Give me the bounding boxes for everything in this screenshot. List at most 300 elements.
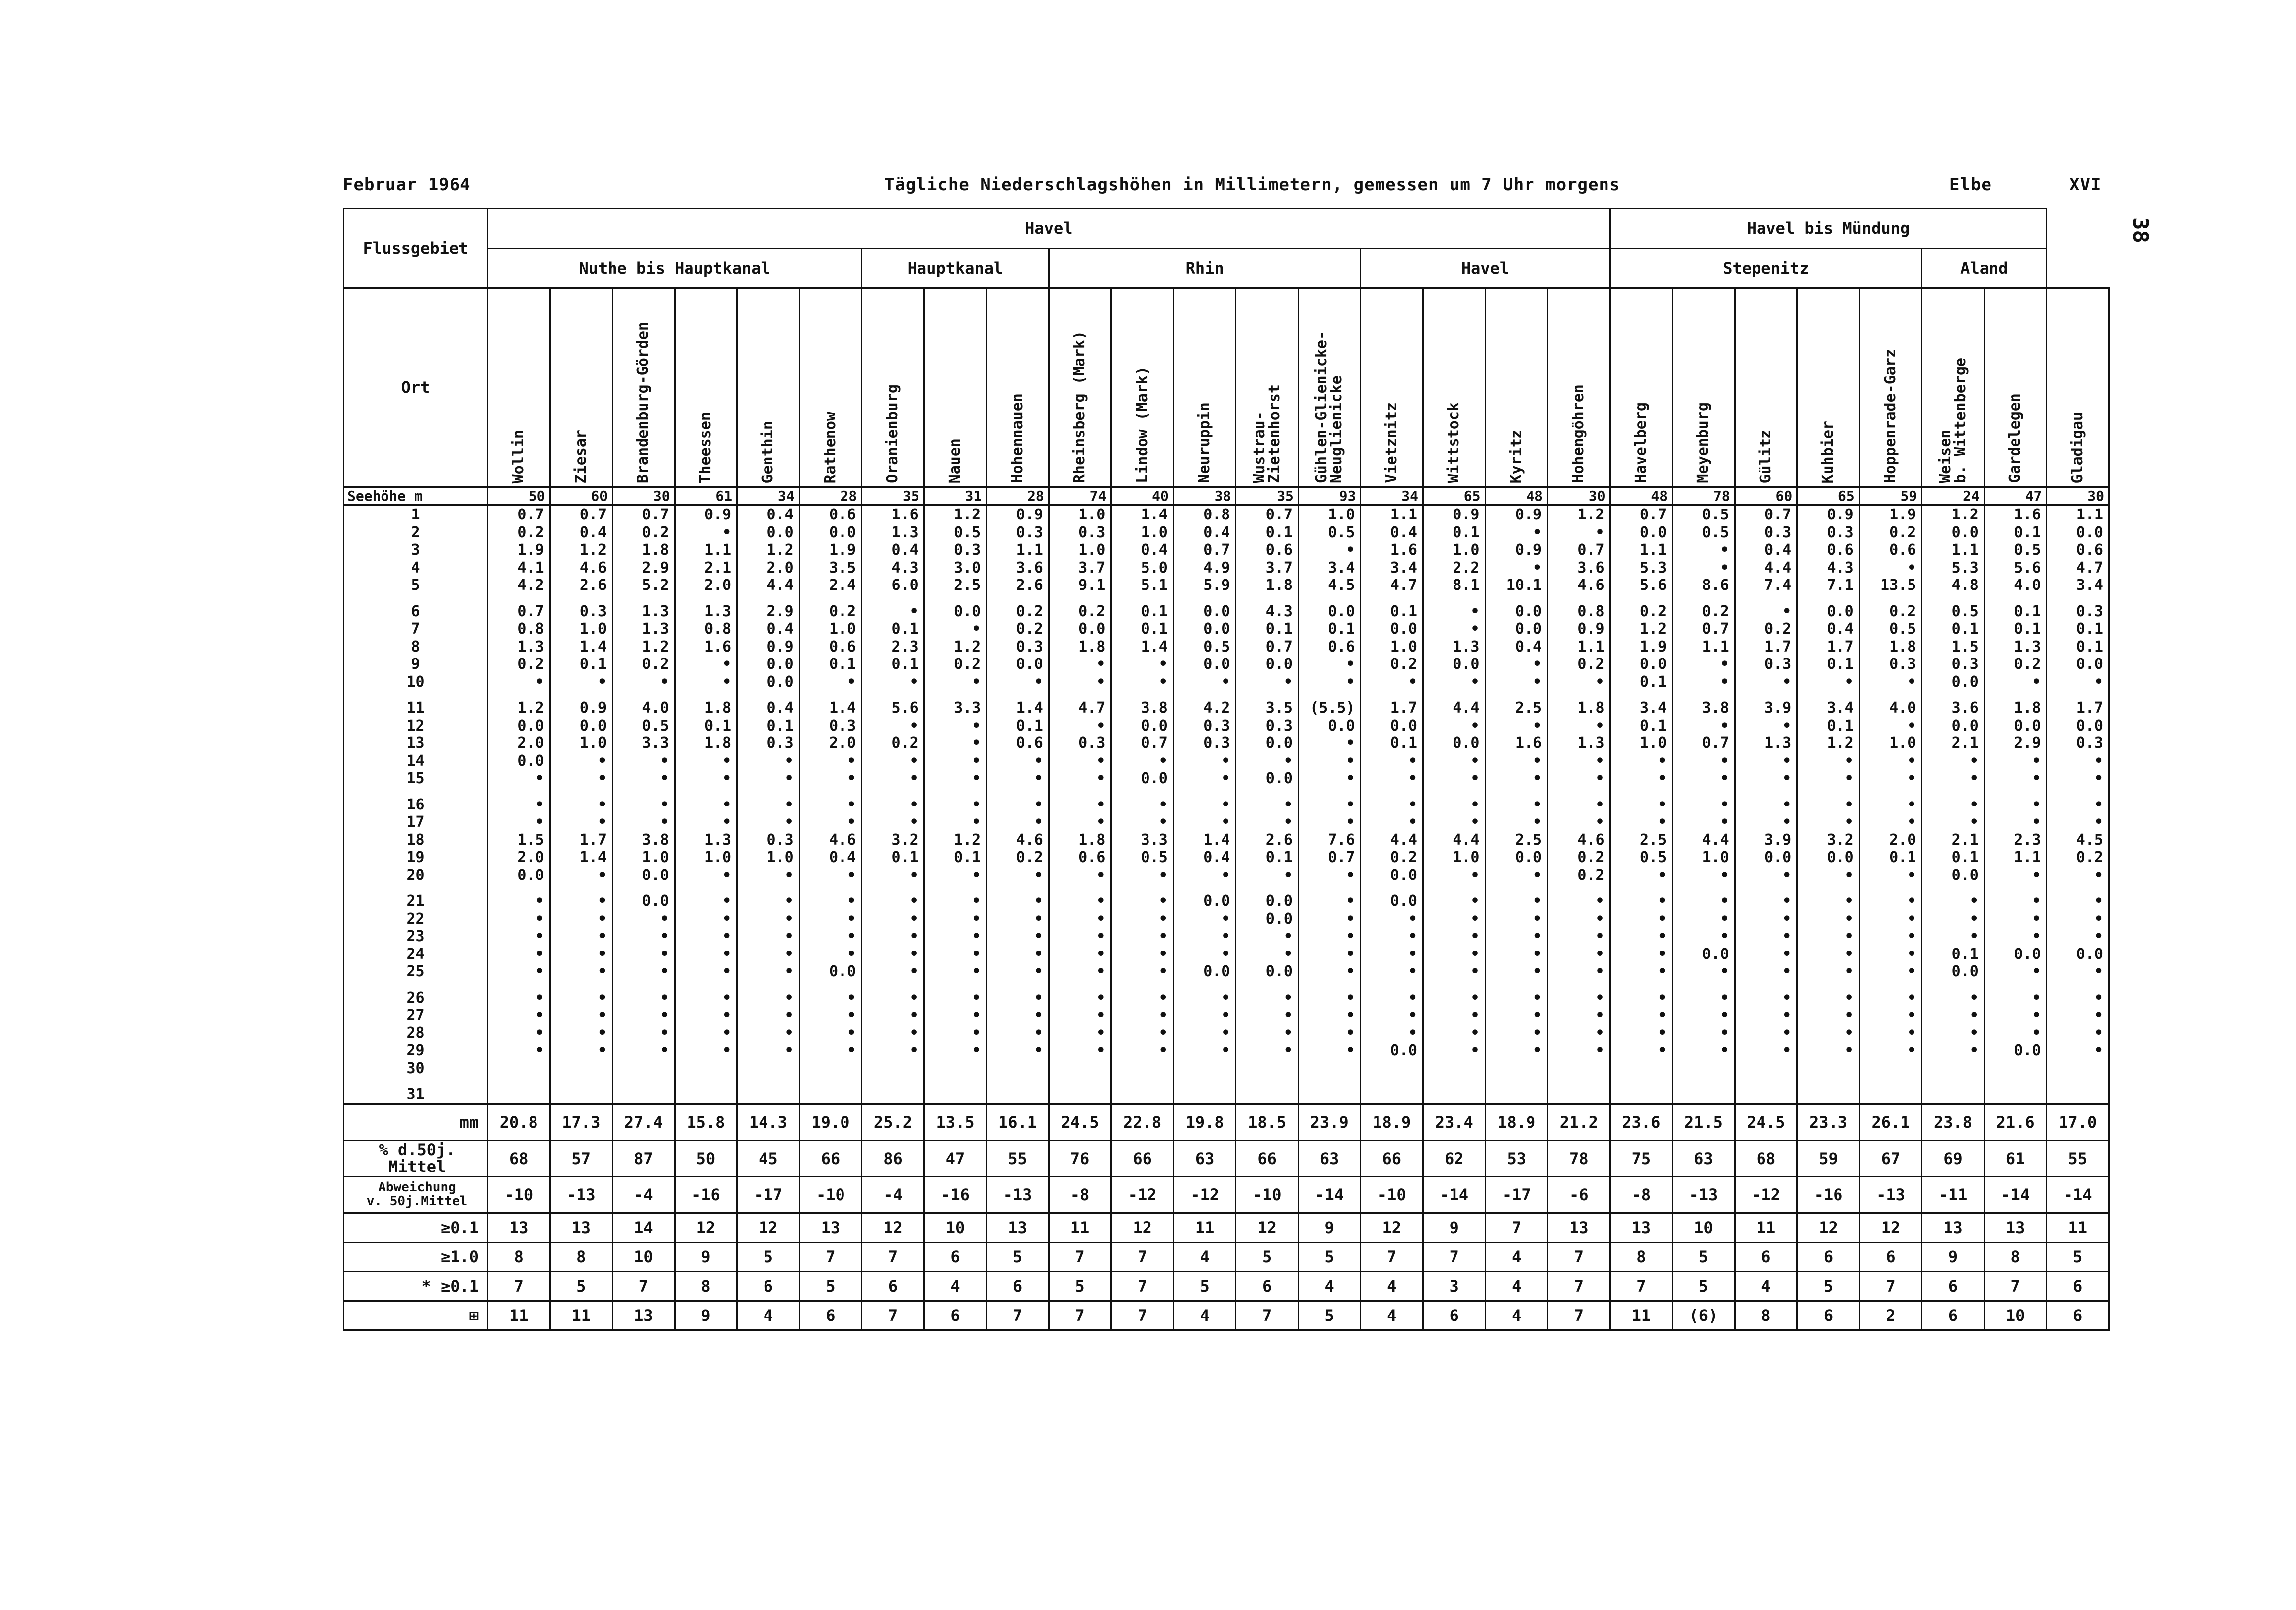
day-value: 5.1 — [1141, 577, 1168, 594]
day-value: • — [1782, 910, 1792, 928]
day-group-gap — [1736, 884, 1792, 892]
day-value: 0.0 — [1827, 849, 1854, 866]
summary-snow-value: 6 — [737, 1271, 800, 1301]
day-value: • — [909, 717, 918, 734]
day-value: 0.7 — [642, 506, 669, 523]
summary-d10-value: 6 — [924, 1242, 987, 1271]
summary-snow-value: 5 — [1797, 1271, 1860, 1301]
day-group-gap — [1736, 1077, 1792, 1086]
day-number: 18 — [406, 831, 425, 849]
day-value: • — [1658, 928, 1667, 945]
day-value: 0.0 — [829, 523, 856, 541]
day-value: • — [1907, 892, 1916, 910]
day-value: • — [1595, 717, 1605, 734]
day-value: • — [1096, 866, 1106, 884]
day-value: • — [1096, 963, 1106, 980]
day-value: • — [1346, 963, 1355, 980]
station-name: Gülitz — [1757, 429, 1774, 483]
day-value: 1.3 — [1764, 734, 1792, 752]
day-value: 1.9 — [517, 541, 544, 559]
day-value: • — [660, 770, 669, 787]
day-group-gap — [676, 981, 732, 989]
day-value — [1299, 1086, 1355, 1103]
day-value: 0.7 — [1577, 541, 1605, 559]
day-value: 4.5 — [2076, 831, 2103, 849]
day-group-gap — [1050, 691, 1106, 699]
day-value: 0.3 — [1078, 734, 1106, 752]
day-group-gap — [613, 884, 669, 892]
day-group-gap — [1050, 1077, 1106, 1086]
day-group-gap — [862, 788, 918, 796]
day-value: 0.4 — [1390, 523, 1417, 541]
summary-cover-value: 7 — [1111, 1301, 1174, 1330]
day-value — [1486, 1086, 1542, 1103]
summary-d10-value: 6 — [1735, 1242, 1797, 1271]
summary-d01-value: 9 — [1298, 1213, 1361, 1242]
day-value: • — [1595, 1024, 1605, 1042]
day-value: • — [1096, 1007, 1106, 1024]
day-group-gap — [1798, 691, 1854, 699]
day-value: • — [1720, 673, 1729, 691]
day-value: • — [2094, 989, 2103, 1007]
day-value: • — [1844, 989, 1854, 1007]
station-header — [612, 288, 675, 487]
monthly-sum-label: mm — [344, 1104, 488, 1140]
day-value: • — [1096, 813, 1106, 831]
summary-sum-value: 26.1 — [1859, 1104, 1922, 1140]
day-values-column — [1922, 506, 1979, 1103]
day-value: • — [1720, 559, 1729, 577]
day-value — [1611, 1086, 1667, 1103]
day-value: • — [1034, 673, 1043, 691]
day-values-column — [1050, 506, 1106, 1103]
day-value: 3.9 — [1764, 831, 1792, 849]
day-group-gap — [1361, 981, 1417, 989]
day-value — [676, 1086, 732, 1103]
summary-cover-value: 4 — [1173, 1301, 1236, 1330]
day-number: 5 — [411, 577, 420, 594]
summary-snow-value: 3 — [1423, 1271, 1485, 1301]
day-number: 19 — [406, 849, 425, 866]
day-number: 11 — [406, 699, 425, 717]
day-value: • — [1532, 796, 1542, 813]
station-elevation: 60 — [1735, 487, 1797, 506]
day-value: • — [1221, 866, 1230, 884]
day-value: 1.3 — [642, 602, 669, 620]
days-snow-label: * ≥0.1 — [344, 1271, 488, 1301]
day-value: • — [1969, 910, 1979, 928]
day-value: • — [784, 1007, 794, 1024]
day-value: • — [1907, 1007, 1916, 1024]
day-value: • — [1720, 963, 1729, 980]
day-value: • — [1470, 620, 1480, 638]
day-value: 1.0 — [1078, 541, 1106, 559]
day-number: 15 — [406, 770, 425, 787]
day-value: 0.5 — [2014, 541, 2041, 559]
day-value: 1.0 — [1328, 506, 1355, 523]
day-value: 4.0 — [2014, 577, 2041, 594]
day-values-column — [925, 506, 981, 1103]
day-group-gap — [676, 884, 732, 892]
day-value: • — [660, 928, 669, 945]
day-value: 4.6 — [579, 559, 607, 577]
day-value: 0.1 — [1141, 620, 1168, 638]
day-value: 3.5 — [829, 559, 856, 577]
day-value: • — [535, 945, 544, 963]
day-group-gap — [925, 788, 981, 796]
day-value: 0.0 — [642, 892, 669, 910]
day-value: • — [909, 989, 918, 1007]
summary-cover-value: 7 — [1548, 1301, 1610, 1330]
day-value: • — [1532, 989, 1542, 1007]
day-value: 1.0 — [1453, 849, 1480, 866]
day-value: 0.7 — [1141, 734, 1168, 752]
day-value: • — [1346, 813, 1355, 831]
station-elevation: 65 — [1423, 487, 1485, 506]
summary-pct-value: 55 — [987, 1140, 1049, 1176]
day-value: • — [909, 945, 918, 963]
day-value: • — [1096, 717, 1106, 734]
day-value: • — [1408, 673, 1417, 691]
day-value: 1.7 — [579, 831, 607, 849]
summary-d01-value: 12 — [737, 1213, 800, 1242]
summary-row-pct — [344, 1140, 2109, 1176]
day-value: • — [535, 813, 544, 831]
day-value: 4.7 — [2076, 559, 2103, 577]
day-value: • — [1346, 989, 1355, 1007]
day-value: • — [660, 989, 669, 1007]
day-group-gap — [1611, 1077, 1667, 1086]
day-value: 0.9 — [1515, 541, 1542, 559]
day-value: • — [847, 892, 856, 910]
day-group-gap — [800, 691, 856, 699]
day-value: • — [1096, 989, 1106, 1007]
day-value: • — [2094, 1024, 2103, 1042]
day-value: 1.2 — [954, 638, 981, 656]
day-group-gap — [987, 981, 1043, 989]
station-day-values — [675, 505, 737, 1104]
day-value: 0.0 — [1951, 963, 1979, 980]
day-value: 1.2 — [1827, 734, 1854, 752]
day-value: • — [1470, 770, 1480, 787]
summary-snow-value: 7 — [1610, 1271, 1673, 1301]
day-value: • — [1096, 1042, 1106, 1059]
day-value: 0.1 — [1453, 523, 1480, 541]
day-value: • — [1470, 989, 1480, 1007]
day-value: 0.4 — [891, 541, 918, 559]
day-group-gap — [488, 691, 544, 699]
summary-snow-value: 4 — [924, 1271, 987, 1301]
day-value: 5.3 — [1951, 559, 1979, 577]
day-numbers-cell — [344, 505, 488, 1104]
day-value: • — [909, 928, 918, 945]
day-group-gap — [488, 884, 544, 892]
day-group-gap — [1798, 594, 1854, 603]
day-group-gap — [738, 691, 794, 699]
summary-pct-value: 87 — [612, 1140, 675, 1176]
day-value: 1.1 — [1702, 638, 1729, 656]
summary-row-snow — [344, 1271, 2109, 1301]
day-value: 0.2 — [2076, 849, 2103, 866]
day-values-column — [2047, 506, 2103, 1103]
station-day-values — [924, 505, 987, 1104]
day-value: 1.4 — [1203, 831, 1230, 849]
day-value: 0.5 — [1141, 849, 1168, 866]
day-value: 1.1 — [704, 541, 732, 559]
day-value: • — [909, 910, 918, 928]
day-value: • — [1907, 963, 1916, 980]
summary-cover-value: 7 — [987, 1301, 1049, 1330]
summary-sum-value: 24.5 — [1049, 1104, 1111, 1140]
day-group-gap — [488, 594, 544, 603]
summary-dev-value: -11 — [1922, 1176, 1985, 1213]
station-header — [1984, 288, 2047, 487]
day-value: 0.7 — [1265, 638, 1293, 656]
day-value — [800, 1086, 856, 1103]
summary-d01-value: 11 — [1173, 1213, 1236, 1242]
station-name: Hohennauen — [1008, 393, 1026, 483]
day-group-gap — [2047, 884, 2103, 892]
day-value: • — [535, 1007, 544, 1024]
day-group-gap — [1860, 788, 1916, 796]
day-value: 1.0 — [1702, 849, 1729, 866]
day-number: 14 — [406, 752, 425, 770]
day-value — [676, 1060, 732, 1078]
day-value: 1.8 — [2014, 699, 2041, 717]
summary-dev-value: -12 — [1111, 1176, 1174, 1213]
day-group-gap — [1548, 884, 1605, 892]
day-value: 1.5 — [1951, 638, 1979, 656]
day-value: • — [2032, 892, 2041, 910]
day-group-gap — [1985, 788, 2041, 796]
day-value: • — [2094, 892, 2103, 910]
day-group-gap — [613, 788, 669, 796]
day-group-gap — [1050, 981, 1106, 989]
day-value: 3.4 — [2076, 577, 2103, 594]
day-value: 1.0 — [579, 734, 607, 752]
day-group-gap — [676, 691, 732, 699]
header-title: Tägliche Niederschlagshöhen in Millimetern, gemessen um 7 Uhr morgens — [884, 175, 1620, 195]
day-value: • — [1034, 752, 1043, 770]
day-value: • — [1034, 813, 1043, 831]
day-value: 1.8 — [642, 541, 669, 559]
day-value: 0.0 — [2076, 656, 2103, 673]
day-value: 1.2 — [1951, 506, 1979, 523]
summary-pct-value: 50 — [675, 1140, 737, 1176]
summary-d01-value: 12 — [1859, 1213, 1922, 1242]
ort-cell — [344, 288, 488, 487]
day-value: 0.6 — [2076, 541, 2103, 559]
day-value: 4.7 — [1078, 699, 1106, 717]
station-header — [1548, 288, 1610, 487]
day-value: • — [1034, 945, 1043, 963]
day-group-gap — [488, 1077, 544, 1086]
day-value: 3.6 — [1951, 699, 1979, 717]
day-value: • — [1346, 734, 1355, 752]
day-value: • — [784, 796, 794, 813]
day-number: 1 — [411, 506, 420, 523]
day-value: • — [722, 523, 732, 541]
deviation-label: Abweichung v. 50j.Mittel — [344, 1176, 488, 1213]
day-value: • — [1221, 1042, 1230, 1059]
day-group-gap — [862, 691, 918, 699]
day-value: 0.1 — [704, 717, 732, 734]
day-value: • — [1720, 1024, 1729, 1042]
day-value: 4.9 — [1203, 559, 1230, 577]
day-value: 1.6 — [2014, 506, 2041, 523]
summary-row-d10 — [344, 1242, 2109, 1271]
day-value: 4.4 — [766, 577, 794, 594]
day-value: • — [1907, 770, 1916, 787]
percent-of-mean-label: % d.50j. Mittel — [344, 1140, 488, 1176]
day-group-gap — [987, 788, 1043, 796]
day-value: • — [1470, 945, 1480, 963]
day-value: 0.4 — [1827, 620, 1854, 638]
summary-d10-value: 7 — [1548, 1242, 1610, 1271]
day-value: 0.7 — [1764, 506, 1792, 523]
day-value: 4.0 — [642, 699, 669, 717]
day-value: • — [722, 945, 732, 963]
day-value: 0.3 — [1016, 523, 1043, 541]
day-value: 0.0 — [1639, 523, 1667, 541]
summary-d01-value: 11 — [1735, 1213, 1797, 1242]
day-value: 1.8 — [1078, 831, 1106, 849]
day-value: • — [1470, 1007, 1480, 1024]
day-value: • — [1844, 892, 1854, 910]
summary-snow-value: 5 — [1173, 1271, 1236, 1301]
day-value: 0.2 — [1016, 602, 1043, 620]
summary-dev-value: -14 — [1984, 1176, 2047, 1213]
day-value: 1.5 — [517, 831, 544, 849]
day-group-gap — [676, 788, 732, 796]
day-value: • — [1658, 945, 1667, 963]
day-value: • — [784, 892, 794, 910]
summary-dev-value: -12 — [1735, 1176, 1797, 1213]
day-value: • — [1034, 910, 1043, 928]
day-value: • — [722, 989, 732, 1007]
day-group-gap — [551, 884, 607, 892]
day-value: • — [1969, 770, 1979, 787]
day-value: • — [1096, 1024, 1106, 1042]
summary-dev-value: -14 — [2047, 1176, 2109, 1213]
day-value: 5.2 — [642, 577, 669, 594]
summary-cover-value: 6 — [924, 1301, 987, 1330]
day-group-gap — [551, 788, 607, 796]
summary-pct-value: 55 — [2047, 1140, 2109, 1176]
day-value: 0.2 — [1889, 523, 1916, 541]
day-value: 0.8 — [704, 620, 732, 638]
day-value: 0.7 — [1702, 734, 1729, 752]
day-value: • — [2094, 813, 2103, 831]
day-value: 1.7 — [1390, 699, 1417, 717]
day-group-gap — [862, 1077, 918, 1086]
day-value: • — [1969, 892, 1979, 910]
day-value: 5.3 — [1639, 559, 1667, 577]
summary-d01-value: 12 — [675, 1213, 737, 1242]
day-values-column — [1798, 506, 1854, 1103]
day-value: • — [847, 1007, 856, 1024]
day-value: 1.3 — [642, 620, 669, 638]
day-value: • — [784, 866, 794, 884]
station-day-values — [1984, 505, 2047, 1104]
day-value: • — [1221, 928, 1230, 945]
day-value: 0.7 — [1328, 849, 1355, 866]
station-elevation: 47 — [1984, 487, 2047, 506]
day-number: 16 — [406, 796, 425, 813]
summary-dev-value: -14 — [1298, 1176, 1361, 1213]
day-value: • — [1969, 813, 1979, 831]
day-value: • — [1470, 910, 1480, 928]
day-group-gap — [2047, 594, 2103, 603]
day-value: • — [1158, 928, 1168, 945]
day-value: • — [598, 1007, 607, 1024]
day-group-gap — [344, 1077, 487, 1086]
day-group-gap — [1112, 1077, 1168, 1086]
day-value: • — [1782, 892, 1792, 910]
station-day-values — [987, 505, 1049, 1104]
day-value: 0.1 — [829, 656, 856, 673]
station-name: Wustrau- Zietenhorst — [1250, 384, 1283, 483]
summary-cover-value: 5 — [1298, 1301, 1361, 1330]
day-value: • — [1782, 752, 1792, 770]
day-value — [1548, 1060, 1605, 1078]
summary-dev-value: -8 — [1049, 1176, 1111, 1213]
day-group-gap — [925, 884, 981, 892]
day-value: 0.9 — [1827, 506, 1854, 523]
station-elevation: 30 — [2047, 487, 2109, 506]
day-values-column — [800, 506, 856, 1103]
day-value: • — [909, 866, 918, 884]
day-value: 0.3 — [2076, 734, 2103, 752]
day-value: • — [2032, 673, 2041, 691]
summary-sum-value: 23.8 — [1922, 1104, 1985, 1140]
station-header — [1859, 288, 1922, 487]
day-value: • — [1532, 523, 1542, 541]
summary-sum-value: 23.4 — [1423, 1104, 1485, 1140]
day-value: • — [1346, 796, 1355, 813]
station-day-values — [1361, 505, 1423, 1104]
day-value — [2047, 1086, 2103, 1103]
day-value: 4.4 — [1390, 831, 1417, 849]
summary-d10-value: 5 — [1673, 1242, 1735, 1271]
station-name: Brandenburg-Görden — [634, 321, 652, 483]
day-group-gap — [1486, 691, 1542, 699]
summary-d01-value: 10 — [1673, 1213, 1735, 1242]
day-value: 0.1 — [954, 849, 981, 866]
summary-dev-value: -16 — [1797, 1176, 1860, 1213]
day-number: 3 — [411, 541, 420, 559]
day-value: • — [1782, 1007, 1792, 1024]
day-value: • — [1158, 945, 1168, 963]
day-value: • — [598, 989, 607, 1007]
station-header — [862, 288, 924, 487]
day-value: 0.2 — [1889, 602, 1916, 620]
day-number: 7 — [411, 620, 420, 638]
day-values-column — [738, 506, 794, 1103]
header-river: Elbe — [1949, 175, 1992, 195]
summary-d10-value: 7 — [1111, 1242, 1174, 1271]
day-value: • — [1346, 928, 1355, 945]
day-value: 2.0 — [517, 849, 544, 866]
day-value: • — [1408, 813, 1417, 831]
day-value: 0.5 — [1639, 849, 1667, 866]
day-value: • — [1346, 752, 1355, 770]
day-value: • — [1221, 1007, 1230, 1024]
station-name: Gardelegen — [2006, 393, 2024, 483]
day-value: • — [1158, 910, 1168, 928]
day-value: • — [1408, 945, 1417, 963]
summary-pct-value: 47 — [924, 1140, 987, 1176]
